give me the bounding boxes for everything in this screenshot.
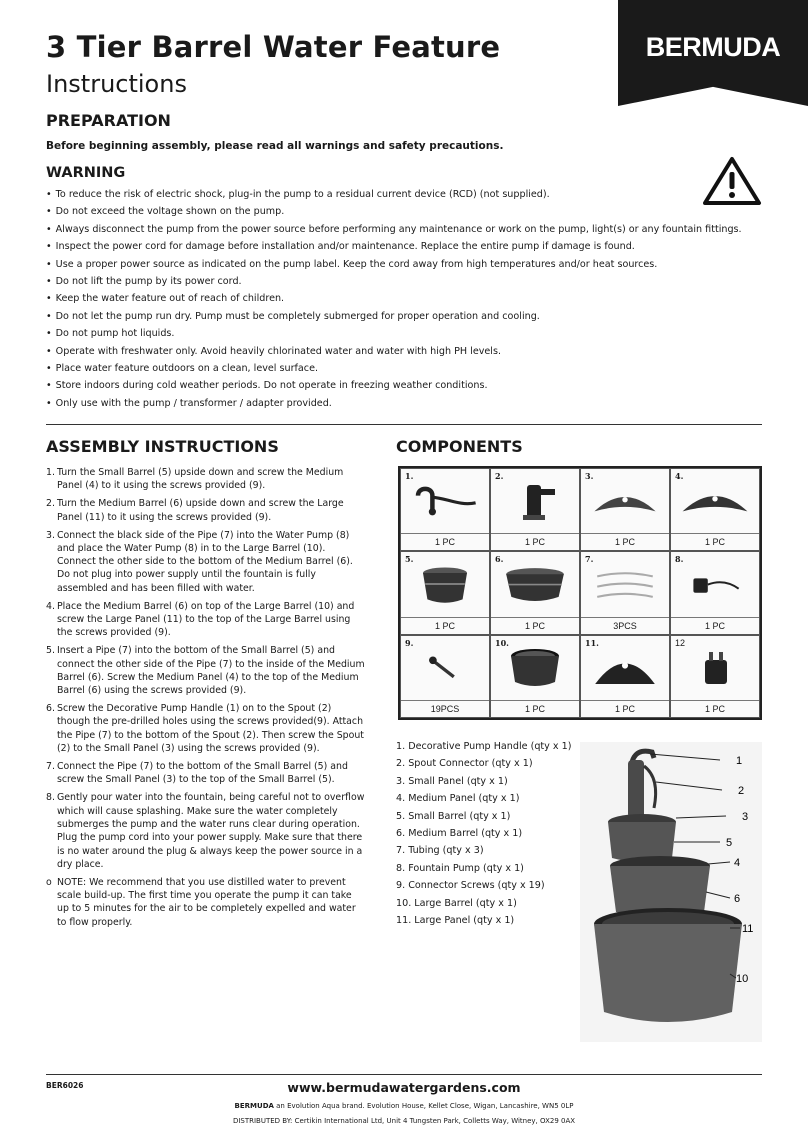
- component-cell: [400, 551, 490, 634]
- component-list-item: 1. Decorative Pump Handle (qty x 1): [396, 741, 572, 752]
- callout-label: 5: [726, 837, 733, 849]
- adapter-icon: [685, 646, 745, 690]
- website-link[interactable]: www.bermudawatergardens.com: [287, 1080, 521, 1095]
- warning-item: • Place water feature outdoors on a clean, level surface.: [46, 360, 786, 377]
- component-qty: 1 PC: [524, 704, 545, 714]
- cell-divider: [491, 533, 579, 534]
- note-bullet: o: [46, 876, 52, 888]
- component-list-item: 11. Large Panel (qty x 1): [396, 915, 515, 927]
- component-number: 4.: [675, 471, 684, 481]
- warning-item: • Inspect the power cord for damage before installation and/or maintenance. Replace the entire pump if damage is found.: [46, 238, 786, 255]
- pump-handle-icon: [409, 483, 481, 519]
- component-cell: [490, 635, 580, 718]
- step-number: 7.: [46, 761, 55, 773]
- assembly-step: [46, 702, 366, 755]
- component-cell: [580, 468, 670, 551]
- step-text: Insert a Pipe (7) into the bottom of the Small Barrel (5) and connect the other side of the Pipe (7) to the inside of the Medium Barrel (6). Screw the Medium Panel (4) to the top of the Medium Barrel (6) using the screws provided (9).: [57, 645, 365, 697]
- assembly-step: [46, 791, 366, 871]
- brand-logo: BERMUDA: [645, 32, 781, 62]
- step-number: 3.: [46, 529, 55, 541]
- component-qty: 1 PC: [434, 537, 455, 548]
- component-cell: [670, 635, 760, 718]
- cell-divider: [581, 533, 669, 534]
- footer-brand: BERMUDA: [234, 1102, 274, 1110]
- preparation-intro: Before beginning assembly, please read all warnings and safety precautions.: [46, 140, 504, 152]
- component-list-item: 8. Fountain Pump (qty x 1): [396, 862, 524, 874]
- small-barrel-icon: [412, 562, 478, 606]
- warning-heading: WARNING: [46, 165, 126, 181]
- assembly-note: [46, 876, 366, 929]
- large-barrel-icon: [500, 646, 570, 690]
- cell-divider: [581, 617, 669, 618]
- component-number: 3.: [585, 471, 594, 481]
- cell-divider: [401, 700, 489, 701]
- component-number: 9.: [405, 637, 414, 648]
- cell-divider: [401, 617, 489, 618]
- warning-item: • To reduce the risk of electric shock, plug-in the pump to a residual current device (RCD) (not supplied).: [46, 186, 786, 203]
- step-text: Connect the Pipe (7) to the bottom of the Small Barrel (5) and screw the Small Panel (3) to the top of the Small Barrel (5).: [57, 761, 348, 786]
- step-number: 2.: [46, 498, 55, 510]
- product-code: BER6026: [46, 1081, 84, 1090]
- component-cell: [580, 635, 670, 718]
- warning-item: • Store indoors during cold weather periods. Do not operate in freezing weather conditions.: [46, 377, 786, 394]
- component-list-item: 2. Spout Connector (qty x 1): [396, 758, 533, 770]
- components-heading: COMPONENTS: [396, 437, 523, 456]
- footer-address: [0, 1102, 808, 1110]
- footer-address-text: an Evolution Aqua brand. Evolution House, Kellet Close, Wigan, Lancashire, WN5 0LP: [273, 1102, 574, 1110]
- component-qty: 1 PC: [524, 537, 545, 548]
- step-text: Turn the Medium Barrel (6) upside down and screw the Large Panel (11) to it using the screws provided (9).: [57, 498, 344, 523]
- assembled-fountain-photo: [580, 742, 762, 1042]
- screw-icon: [412, 646, 478, 690]
- component-qty: 3PCS: [613, 620, 637, 631]
- cell-divider: [671, 617, 759, 618]
- footer-divider: [46, 1074, 762, 1075]
- component-qty: 1 PC: [434, 620, 455, 631]
- large-panel-icon: [589, 647, 661, 688]
- medium-panel-icon: [679, 488, 751, 515]
- callout-label: 10: [736, 973, 749, 985]
- component-number: 1.: [405, 471, 414, 481]
- assembly-step: [46, 466, 366, 493]
- component-number: 5.: [405, 554, 414, 565]
- component-number: 2.: [495, 471, 504, 481]
- medium-barrel-icon: [499, 564, 571, 605]
- component-cell: [400, 468, 490, 551]
- step-number: 5.: [46, 645, 55, 657]
- step-text: Gently pour water into the fountain, being careful not to overflow which will cause splashing. Make sure the water completely submerges the pump and the water runs clear during operation. Plug the pump cord into your power supply. Make sure that there is no water around the plug & always keep the power source in a dry place.: [57, 792, 365, 870]
- component-qty: 1 PC: [614, 704, 635, 714]
- warning-item: • Do not pump hot liquids.: [46, 325, 786, 342]
- component-number: 10.: [495, 637, 509, 648]
- page-title: 3 Tier Barrel Water Feature: [46, 30, 501, 64]
- component-qty: 1 PC: [704, 537, 725, 548]
- page-subtitle: Instructions: [46, 70, 187, 98]
- component-list-item: 4. Medium Panel (qty x 1): [396, 793, 520, 805]
- assembly-step: [46, 497, 366, 524]
- step-text: Screw the Decorative Pump Handle (1) on to the Spout (2) though the pre-drilled holes using the screws provided(9). Attach the Pipe (7) to the bottom of the Spout (2). Then screw the Spout (2) to the Small Panel (3) using the screws provided (9).: [57, 703, 364, 755]
- warning-item: • Only use with the pump / transformer / adapter provided.: [46, 395, 786, 412]
- small-panel-icon: [589, 488, 661, 515]
- warning-item: • Do not exceed the voltage shown on the pump.: [46, 203, 786, 220]
- step-text: Place the Medium Barrel (6) on top of the Large Barrel (10) and screw the Large Panel (11) to the top of the Large Barrel using the screws provided (9).: [57, 600, 355, 639]
- component-cell: [670, 468, 760, 551]
- component-number: 8.: [675, 554, 684, 565]
- section-divider: [46, 424, 762, 425]
- step-number: 8.: [46, 792, 55, 804]
- step-number: 6.: [46, 703, 55, 715]
- warning-item: • Keep the water feature out of reach of children.: [46, 290, 786, 307]
- assembly-step: [46, 529, 366, 595]
- assembly-steps: [46, 466, 366, 934]
- step-text: Connect the black side of the Pipe (7) into the Water Pump (8) and place the Water Pump (8) in to the Large Barrel (10). Connect the other side to the bottom of the Medium Barrel (6). Do not plug into power supply until the fountain is fully assembled and has been filled with water.: [57, 529, 353, 594]
- assembly-step: [46, 644, 366, 697]
- note-text: NOTE: We recommend that you use distilled water to prevent scale build-up. The first time you operate the pump it can take up to 5 minutes for the air to be completely expelled and water to flow properly.: [57, 876, 356, 928]
- callout-label: 4: [734, 857, 741, 869]
- component-cell: [490, 551, 580, 634]
- callout-label: 2: [738, 785, 745, 797]
- component-list-item: 10. Large Barrel (qty x 1): [396, 897, 517, 909]
- component-list-item: 7. Tubing (qty x 3): [396, 845, 484, 857]
- callout-label: 3: [742, 811, 749, 823]
- footer-distributor: DISTRIBUTED BY: Certikin International Ltd, Unit 4 Tungsten Park, Colletts Way, Witney, OX29 0AX: [232, 1117, 576, 1125]
- component-list-item: 5. Small Barrel (qty x 1): [396, 810, 511, 822]
- component-list-item: 3. Small Panel (qty x 1): [396, 775, 508, 787]
- component-qty: 1 PC: [614, 537, 635, 548]
- warning-item: • Do not let the pump run dry. Pump must be completely submerged for proper operation and cooling.: [46, 308, 786, 325]
- components-list: [396, 738, 576, 929]
- cell-divider: [671, 533, 759, 534]
- component-number: 12: [675, 637, 686, 648]
- step-number: 1.: [46, 467, 55, 478]
- warning-item: • Operate with freshwater only. Avoid heavily chlorinated water and water with high PH levels.: [46, 343, 786, 360]
- assembly-heading: ASSEMBLY INSTRUCTIONS: [46, 437, 279, 456]
- component-cell: [670, 551, 760, 634]
- step-text: Turn the Small Barrel (5) upside down and screw the Medium Panel (4) to it using the screws provided (9).: [57, 467, 344, 492]
- assembly-step: [46, 600, 366, 640]
- component-number: 7.: [585, 554, 594, 565]
- component-list-item: 9. Connector Screws (qty x 19): [396, 880, 545, 892]
- tubing-icon: [589, 564, 661, 605]
- warning-item: • Use a proper power source as indicated on the pump label. Keep the cord away from high temperatures and/or heat sources.: [46, 256, 786, 273]
- cell-divider: [491, 700, 579, 701]
- callout-label: 1: [736, 755, 743, 767]
- component-qty: 1 PC: [524, 620, 545, 631]
- warning-list: [46, 186, 786, 412]
- callout-label: 11: [742, 923, 754, 935]
- component-cell: [400, 635, 490, 718]
- callout-label: 6: [734, 893, 741, 905]
- warning-item: • Always disconnect the pump from the power source before performing any maintenance or work on the pump, light(s) or any fountain fittings.: [46, 221, 786, 238]
- step-number: 4.: [46, 600, 55, 612]
- warning-item: • Do not lift the pump by its power cord.: [46, 273, 786, 290]
- cell-divider: [491, 617, 579, 618]
- component-qty: 1 PC: [704, 620, 725, 631]
- cell-divider: [671, 700, 759, 701]
- cell-divider: [401, 533, 489, 534]
- spout-icon: [505, 479, 565, 523]
- preparation-heading: PREPARATION: [46, 111, 171, 130]
- component-cell: [580, 551, 670, 634]
- component-cell: [490, 468, 580, 551]
- component-number: 11.: [585, 637, 599, 648]
- component-qty: 19PCS: [430, 704, 460, 714]
- fountain-pump-icon: [679, 564, 751, 605]
- components-grid: [398, 466, 762, 720]
- assembly-step: [46, 760, 366, 787]
- component-qty: 1 PC: [704, 704, 725, 714]
- component-list-item: 6. Medium Barrel (qty x 1): [396, 828, 523, 840]
- cell-divider: [581, 700, 669, 701]
- component-number: 6.: [495, 554, 504, 565]
